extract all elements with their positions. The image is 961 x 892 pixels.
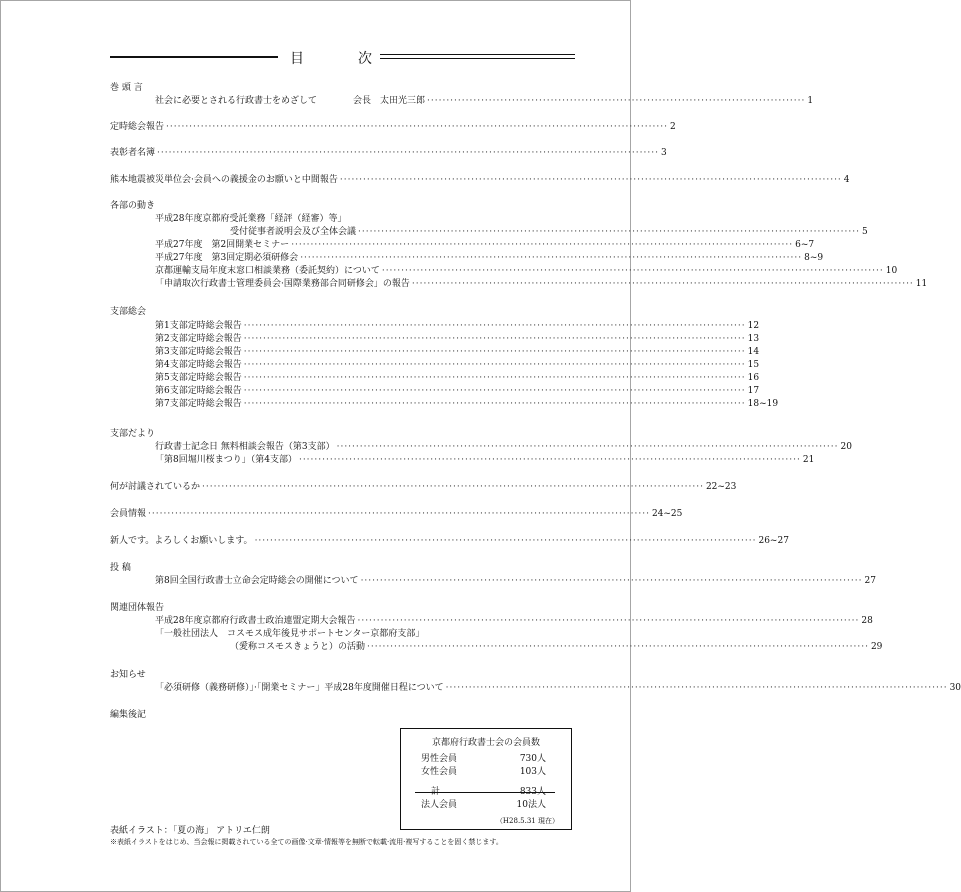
entry-text: 第8回全国行政書士立命会定時総会の開催について	[155, 576, 359, 586]
leader-dots: ··································································································································	[243, 399, 746, 409]
leader-dots: ··································································································	[427, 96, 806, 106]
leader-dots: ··································································································································	[357, 616, 860, 626]
member-value: 10法人	[516, 800, 546, 810]
toc-entry-nani[interactable]	[110, 481, 737, 493]
copyright-notice: ※表紙イラストをはじめ、当会報に掲載されている全ての画像·文章·情報等を無断で転載·流用·複写することを固く禁じます。	[110, 838, 503, 846]
entry-text: 「第8回堀川桜まつり」（第4支部）	[155, 455, 297, 465]
toc-entry-shibu-6[interactable]	[155, 385, 760, 397]
member-value: 730人	[519, 754, 546, 764]
toc-entry-kakubu-2[interactable]	[155, 239, 815, 251]
section-heading-kanren: 関連団体報告	[110, 603, 165, 613]
leader-dots: ··································································································································	[298, 455, 801, 465]
entry-page: 21	[802, 455, 815, 465]
member-box-title: 京都府行政書士会の会員数	[431, 738, 540, 748]
title-rule-left	[110, 56, 278, 58]
member-row-male	[421, 754, 546, 765]
leader-dots: ··································································································································	[166, 122, 668, 132]
toc-entry-kanren-2-line1: 「一般社団法人 コスモス成年後見サポートセンター京都府支部」	[155, 629, 425, 639]
leader-dots: ··································································································································	[411, 279, 914, 289]
toc-entry-shibu-7[interactable]	[155, 398, 779, 410]
title-char-1: 目	[290, 51, 304, 67]
section-heading-shibu-sokai: 支部総会	[110, 307, 147, 317]
entry-page: 4	[843, 175, 850, 185]
entry-page: 3	[660, 148, 667, 158]
entry-text: 「申請取次行政書士管理委員会·国際業務部合同研修会」の報告	[155, 279, 410, 289]
leader-dots: ··································································································································	[243, 373, 746, 383]
entry-page: 29	[870, 642, 883, 652]
entry-page: 11	[915, 279, 928, 289]
leader-dots: ··································································································································	[254, 536, 757, 546]
member-value: 103人	[519, 767, 546, 777]
toc-entry-kakubu-1[interactable]	[230, 226, 868, 238]
toc-entry-kanto[interactable]	[155, 95, 814, 107]
entry-page: 24~25	[651, 509, 683, 519]
section-heading-kanto: 巻 頭 言	[110, 83, 143, 93]
cover-illustration-credit: 表紙イラスト：「夏の海」 アトリエ仁朗	[110, 826, 270, 836]
toc-entry-toko[interactable]	[155, 575, 876, 587]
leader-dots: ··································································································································	[243, 386, 746, 396]
leader-dots: ··································································································································	[367, 642, 869, 652]
member-label: 法人会員	[421, 800, 458, 810]
toc-entry-kanren-2[interactable]	[230, 641, 883, 653]
entry-page: 6~7	[795, 240, 815, 250]
section-heading-oshirase: お知らせ	[110, 670, 146, 680]
entry-text: 京都運輸支局年度末窓口相談業務（委託契約）について	[155, 266, 380, 276]
entry-page: 17	[747, 386, 760, 396]
entry-text: 熊本地震被災単位会·会員への義援金のお願いと中間報告	[110, 175, 338, 185]
entry-page: 10	[885, 266, 898, 276]
entry-page: 14	[747, 347, 760, 357]
entry-page: 30	[949, 683, 961, 693]
toc-entry-kakubu-5[interactable]	[155, 278, 928, 290]
toc-entry-kanren-1[interactable]	[155, 615, 873, 627]
member-row-total	[421, 787, 546, 798]
leader-dots: ··································································································································	[243, 334, 746, 344]
entry-text: 新人です。よろしくお願いします。	[110, 536, 253, 546]
section-heading-shibu-dayori: 支部だより	[110, 429, 156, 439]
entry-text: 表彰者名簿	[110, 148, 156, 158]
toc-entry-teiji[interactable]	[110, 121, 676, 133]
entry-text: 平成27年度 第3回定期必須研修会	[155, 253, 299, 263]
entry-page: 18~19	[747, 399, 779, 409]
member-row-female	[421, 767, 546, 778]
entry-page: 22~23	[705, 482, 737, 492]
toc-entry-shibu-3[interactable]	[155, 346, 760, 358]
toc-entry-oshirase[interactable]	[155, 682, 961, 694]
entry-text: 第2支部定時総会報告	[155, 334, 242, 344]
leader-dots: ··································································································································	[300, 253, 803, 263]
member-label: 女性会員	[421, 767, 458, 777]
entry-text: 第6支部定時総会報告	[155, 386, 242, 396]
toc-entry-dayori-1[interactable]	[155, 441, 852, 453]
leader-dots: ··································································································································	[336, 442, 839, 452]
toc-entry-hyosho[interactable]	[110, 147, 667, 159]
entry-text: （愛称コスモスきょうと）の活動	[230, 642, 366, 652]
entry-text: 平成27年度 第2回開業セミナー	[155, 240, 290, 250]
leader-dots: ··································································································································	[381, 266, 884, 276]
toc-entry-kakubu-3[interactable]	[155, 252, 824, 264]
section-heading-henshu[interactable]: 編集後記	[110, 710, 147, 720]
member-box-date-note: （H28.5.31 現在）	[495, 817, 559, 825]
section-heading-kakubu: 各部の動き	[110, 201, 156, 211]
toc-entry-kakubu-4[interactable]	[155, 265, 898, 277]
entry-page: 28	[861, 616, 873, 626]
leader-dots: ··································································································································	[148, 509, 650, 519]
entry-page: 20	[840, 442, 852, 452]
entry-page: 27	[864, 576, 876, 586]
entry-page: 2	[669, 122, 676, 132]
member-value: 833人	[519, 787, 546, 797]
entry-page: 1	[807, 96, 814, 106]
title-rule-right-top	[380, 54, 575, 55]
leader-dots: ··································································································································	[445, 683, 948, 693]
entry-text: 社会に必要とされる行政書士をめざして 会長 太田光三郎	[155, 96, 426, 106]
leader-dots: ··································································································································	[339, 175, 842, 185]
member-count-box	[400, 728, 572, 830]
entry-text: 第1支部定時総会報告	[155, 321, 242, 331]
entry-text: 受付従事者説明会及び全体会議	[230, 227, 357, 237]
entry-text: 行政書士記念日 無料相談会報告（第3支部）	[155, 442, 335, 452]
entry-text: 第5支部定時総会報告	[155, 373, 242, 383]
toc-entry-shibu-4[interactable]	[155, 359, 760, 371]
leader-dots: ··································································································································	[243, 321, 746, 331]
entry-text: 平成28年度京都府行政書士政治連盟定期大会報告	[155, 616, 356, 626]
leader-dots: ··································································································································	[360, 576, 863, 586]
leader-dots: ··································································································································	[291, 240, 794, 250]
toc-title	[110, 48, 575, 68]
entry-page: 13	[747, 334, 760, 344]
leader-dots: ··································································································································	[243, 347, 746, 357]
entry-text: 第4支部定時総会報告	[155, 360, 242, 370]
entry-page: 16	[747, 373, 760, 383]
entry-page: 8~9	[804, 253, 824, 263]
toc-entry-kaiin[interactable]	[110, 508, 683, 520]
entry-text: 「必須研修（義務研修）」·「開業セミナー」平成28年度開催日程について	[155, 683, 444, 693]
member-row-corporate	[421, 800, 546, 811]
entry-page: 12	[747, 321, 760, 331]
entry-page: 15	[747, 360, 760, 370]
leader-dots: ··································································································································	[202, 482, 704, 492]
toc-entry-shibu-1[interactable]	[155, 320, 760, 332]
title-char-2: 次	[358, 51, 372, 67]
entry-text: 会員情報	[110, 509, 147, 519]
toc-entry-dayori-2[interactable]	[155, 454, 815, 466]
toc-entry-shibu-5[interactable]	[155, 372, 760, 384]
entry-page: 5	[861, 227, 868, 237]
leader-dots: ··································································································································	[243, 360, 746, 370]
leader-dots: ··································································································································	[358, 227, 860, 237]
section-heading-toko: 投 稿	[110, 563, 131, 573]
toc-entry-kumamoto[interactable]	[110, 174, 850, 186]
title-rule-right-bottom	[380, 58, 575, 59]
entry-page: 26~27	[758, 536, 789, 546]
toc-entry-kakubu-1-line1: 平成28年度京都府受託業務「経評（経審）等」	[155, 214, 347, 224]
member-label: 計	[431, 787, 441, 797]
member-label: 男性会員	[421, 754, 458, 764]
toc-entry-shinjin[interactable]	[110, 535, 789, 547]
toc-entry-shibu-2[interactable]	[155, 333, 760, 345]
leader-dots: ··································································································································	[157, 148, 659, 158]
entry-text: 第7支部定時総会報告	[155, 399, 242, 409]
entry-text: 定時総会報告	[110, 122, 165, 132]
entry-text: 何が討議されているか	[110, 482, 201, 492]
entry-text: 第3支部定時総会報告	[155, 347, 242, 357]
